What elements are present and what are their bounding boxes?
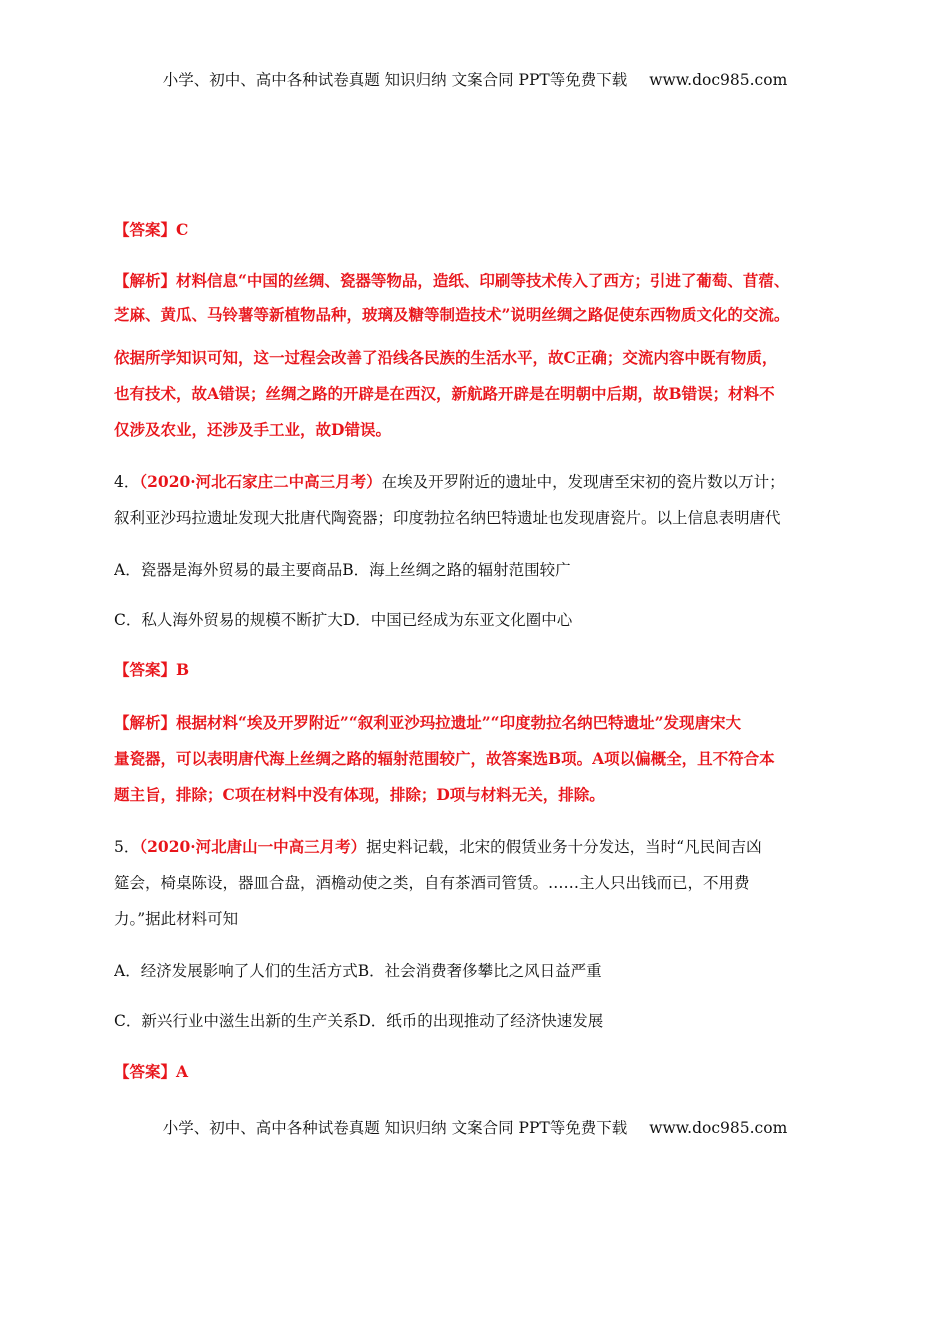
answer-4: 【答案】B [114, 660, 190, 679]
question-5-options-cd: C．新兴行业中滋生出新的生产关系D．纸币的出现推动了经济快速发展 [114, 1012, 604, 1030]
answer-5: 【答案】A [114, 1062, 189, 1081]
analysis-3-line-2: 芝麻、黄瓜、马铃薯等新植物品种，玻璃及糖等制造技术”说明丝绸之路促使东西物质文化的交流。 [114, 305, 790, 324]
question-5-line-3: 力。”据此材料可知 [114, 910, 239, 928]
header-url[interactable]: www.doc985.com [649, 71, 788, 89]
question-number: 4． [114, 473, 140, 491]
analysis-label: 【解析】 [114, 271, 177, 290]
header-text: 小学、初中、高中各种试卷真题 知识归纳 文案合同 PPT等免费下载 [162, 71, 628, 89]
analysis-3-line-5: 仅涉及农业，还涉及手工业，故D错误。 [114, 420, 391, 439]
analysis-3-line-3: 依据所学知识可知，这一过程会改善了沿线各民族的生活水平，故C正确；交流内容中既有物质， [114, 348, 778, 367]
question-4-line-1: 4．（2020·河北石家庄二中高三月考）在埃及开罗附近的遗址中，发现唐至宋初的瓷片数以万计； [114, 472, 785, 491]
question-5-line-1: 5．（2020·河北唐山一中高三月考）据史料记载，北宋的假赁业务十分发达，当时“凡民间吉凶 [114, 837, 762, 856]
analysis-label: 【解析】 [114, 713, 177, 732]
question-4-line-2: 叙利亚沙玛拉遗址发现大批唐代陶瓷器；印度勃拉名纳巴特遗址也发现唐瓷片。以上信息表明唐代 [114, 509, 781, 527]
footer-text: 小学、初中、高中各种试卷真题 知识归纳 文案合同 PPT等免费下载 [162, 1119, 628, 1137]
analysis-4-line-3: 题主旨，排除；C项在材料中没有体现，排除；D项与材料无关，排除。 [114, 785, 605, 804]
analysis-3-line-4: 也有技术，故A错误；丝绸之路的开辟是在西汉，新航路开辟是在明朝中后期，故B错误；材料不 [114, 384, 775, 403]
question-5-options-ab: A．经济发展影响了人们的生活方式B．社会消费奢侈攀比之风日益严重 [114, 962, 602, 980]
page-header [0, 68, 950, 90]
answer-3: 【答案】C [114, 220, 189, 239]
question-5-line-2: 筵会，椅桌陈设，器皿合盘，酒檐动使之类，自有茶酒司管赁。……主人只出钱而已，不用费 [114, 874, 750, 892]
page-footer [0, 1116, 950, 1138]
question-number: 5． [114, 838, 140, 856]
footer-url[interactable]: www.doc985.com [649, 1119, 788, 1137]
analysis-4-line-1: 【解析】根据材料“埃及开罗附近”“叙利亚沙玛拉遗址”“印度勃拉名纳巴特遗址”发现唐宋大 [114, 713, 742, 732]
analysis-3-line-1: 【解析】材料信息“中国的丝绸、瓷器等物品，造纸、印刷等技术传入了西方；引进了葡萄、苜蓿、 [114, 271, 790, 290]
analysis-4-line-2: 量瓷器，可以表明唐代海上丝绸之路的辐射范围较广，故答案选B项。A项以偏概全，且不符合本 [114, 749, 775, 768]
question-source: （2020·河北石家庄二中高三月考） [139, 472, 382, 491]
question-4-options-ab: A．瓷器是海外贸易的最主要商品B．海上丝绸之路的辐射范围较广 [114, 561, 571, 579]
question-source: （2020·河北唐山一中高三月考） [139, 837, 367, 856]
question-4-options-cd: C．私人海外贸易的规模不断扩大D．中国已经成为东亚文化圈中心 [114, 611, 573, 629]
